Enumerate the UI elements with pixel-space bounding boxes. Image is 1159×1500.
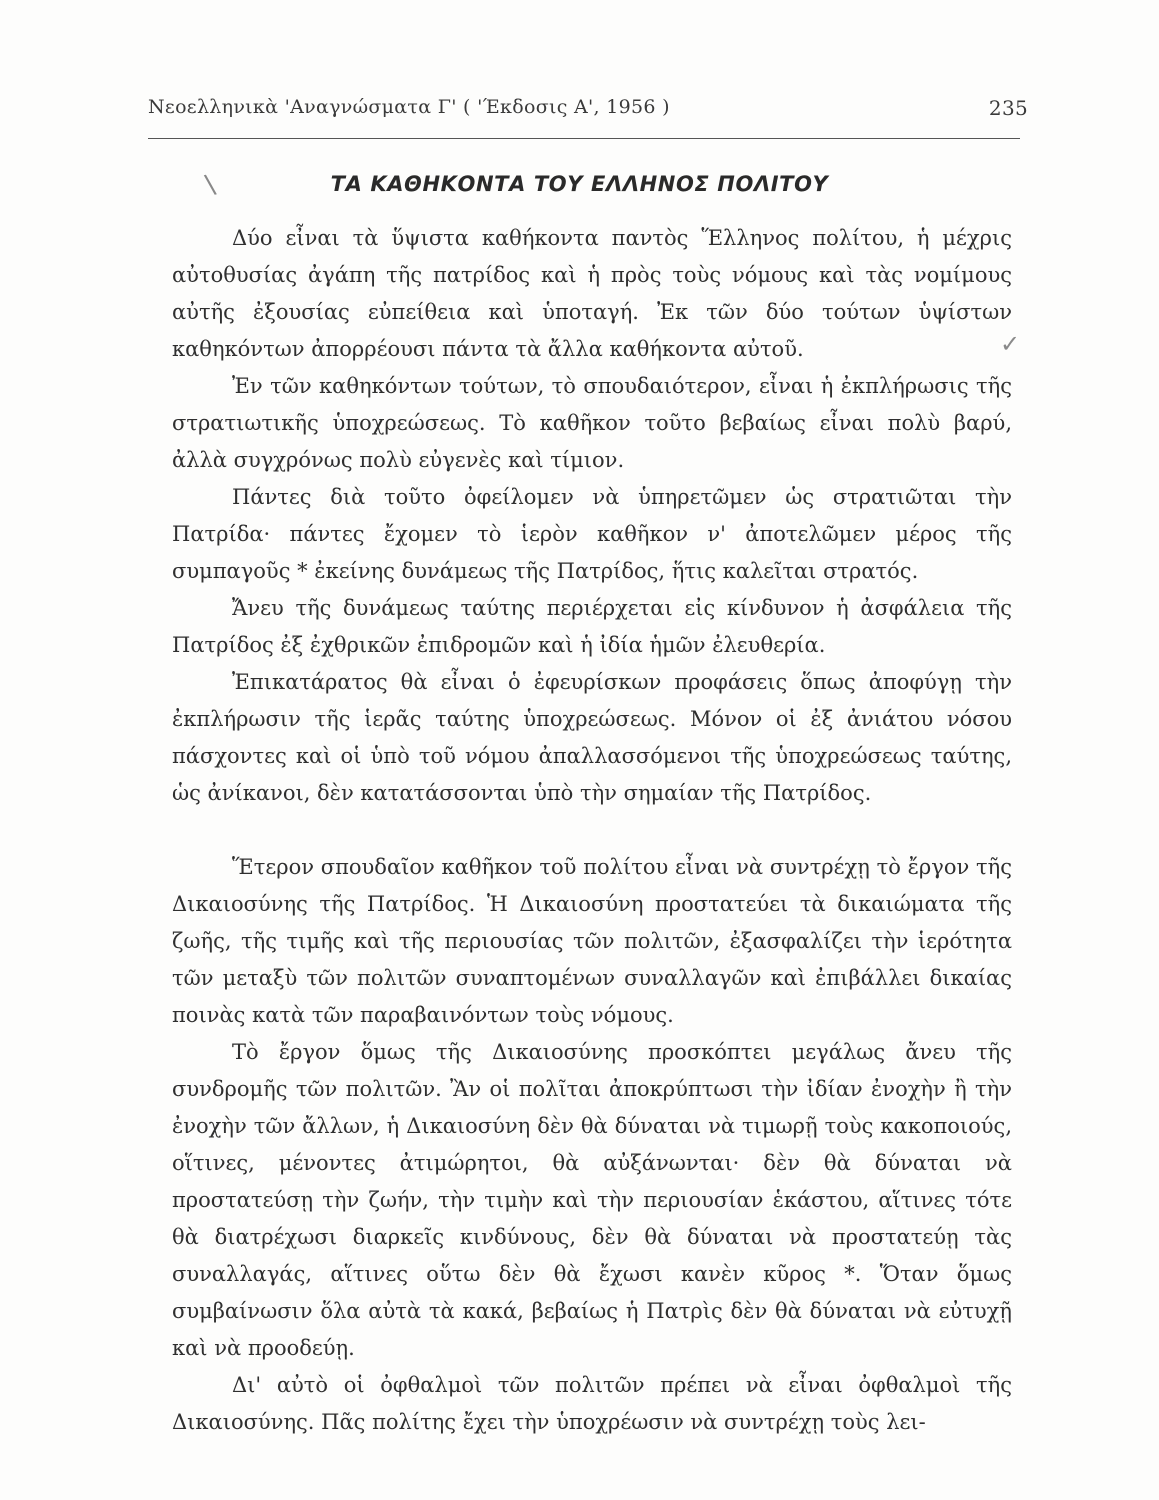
pencil-mark-icon: \ <box>202 169 218 201</box>
paragraph: Ἄνευ τῆς δυνάμεως ταύτης περιέρχεται εἰς κίνδυνον ἡ ἀσφάλεια τῆς Πατρίδος ἐξ ἐχθρικῶν ἐπιδρομῶν καὶ ἡ ἰδία ἡμῶν ἐλευθερία. <box>172 596 1012 657</box>
paragraph: Πάντες διὰ τοῦτο ὀφείλομεν νὰ ὑπηρετῶμεν ὡς στρατιῶται τὴν Πατρίδα· πάντες ἔχομεν τὸ ἱερὸν καθῆκον ν' ἀποτελῶμεν μέρος τῆς συμπαγοῦς * ἐκείνης δυνάμεως τῆς Πατρίδος, ἥτις καλεῖται στρατός. <box>172 485 1012 583</box>
running-title: Νεοελληνικὰ 'Αναγνώσματα Γ' ( 'Έκδοσις Α', 1956 ) <box>148 96 670 118</box>
paragraph: Δύο εἶναι τὰ ὕψιστα καθήκοντα παντὸς Ἕλληνος πολίτου, ἡ μέχρις αὐτοθυσίας ἀγάπη τῆς πατρίδος καὶ ἡ πρὸς τοὺς νόμους καὶ τὰς νομίμους αὐτῆς ἐξουσίας εὐπείθεια καὶ ὑποταγή. Ἐκ τῶν δύο τούτων ὑψίστων καθηκόντων ἀπορρέουσι πάντα τὰ ἄλλα καθήκοντα αὐτοῦ. <box>172 226 1012 361</box>
paragraph: Ἐπικατάρατος θὰ εἶναι ὁ ἐφευρίσκων προφάσεις ὅπως ἀποφύγῃ τὴν ἐκπλήρωσιν τῆς ἱερᾶς ταύτης ὑποχρεώσεως. Μόνον οἱ ἐξ ἀνιάτου νόσου πάσχοντες καὶ οἱ ὑπὸ τοῦ νόμου ἀπαλλασσόμενοι τῆς ὑποχρεώσεως ταύτης, ὡς ἀνίκανοι, δὲν κατατάσσονται ὑπὸ τὴν σημαίαν τῆς Πατρίδος. <box>172 670 1012 805</box>
article-body <box>172 220 1012 1441</box>
article-title: ΤΑ ΚΑΘΗΚΟΝΤΑ ΤΟΥ ΕΛΛΗΝΟΣ ΠΟΛΙΤΟΥ <box>330 172 829 196</box>
pencil-check-icon: ✓ <box>1000 330 1021 358</box>
paragraph: Ἐν τῶν καθηκόντων τούτων, τὸ σπουδαιότερον, εἶναι ἡ ἐκπλήρωσις τῆς στρατιωτικῆς ὑποχρεώσεως. Τὸ καθῆκον τοῦτο βεβαίως εἶναι πολὺ βαρύ, ἀλλὰ συγχρόνως πολὺ εὐγενὲς καὶ τίμιον. <box>172 374 1012 472</box>
header-rule <box>148 138 1020 139</box>
running-header <box>148 96 1028 136</box>
paragraph: Δι' αὐτὸ οἱ ὀφθαλμοὶ τῶν πολιτῶν πρέπει νὰ εἶναι ὀφθαλμοὶ τῆς Δικαιοσύνης. Πᾶς πολίτης ἔχει τὴν ὑποχρέωσιν νὰ συντρέχῃ τοὺς λει- <box>172 1373 1012 1434</box>
paragraph: Τὸ ἔργον ὅμως τῆς Δικαιοσύνης προσκόπτει μεγάλως ἄνευ τῆς συνδρομῆς τῶν πολιτῶν. Ἂν οἱ πολῖται ἀποκρύπτωσι τὴν ἰδίαν ἐνοχὴν ἢ τὴν ἐνοχὴν τῶν ἄλλων, ἡ Δικαιοσύνη δὲν θὰ δύναται νὰ τιμωρῇ τοὺς κακοποιούς, οἵτινες, μένοντες ἀτιμώρητοι, θὰ αὐξάνωνται· δὲν θὰ δύναται νὰ προστατεύσῃ τὴν ζωήν, τὴν τιμὴν καὶ τὴν περιουσίαν ἑκάστου, αἵτινες τότε θὰ διατρέχωσι διαρκεῖς κινδύνους, δὲν θὰ δύναται νὰ προστατεύῃ τὰς συναλλαγάς, αἵτινες οὕτω δὲν θὰ ἔχωσι κανὲν κῦρος *. Ὅταν ὅμως συμβαίνωσιν ὅλα αὐτὰ τὰ κακά, βεβαίως ἡ Πατρὶς δὲν θὰ δύναται νὰ εὐτυχῇ καὶ νὰ προοδεύῃ. <box>172 1040 1012 1360</box>
page-number: 235 <box>988 96 1028 120</box>
paragraph: Ἕτερον σπουδαῖον καθῆκον τοῦ πολίτου εἶναι νὰ συντρέχῃ τὸ ἔργον τῆς Δικαιοσύνης τῆς Πατρίδος. Ἡ Δικαιοσύνη προστατεύει τὰ δικαιώματα τῆς ζωῆς, τῆς τιμῆς καὶ τῆς περιουσίας τῶν πολιτῶν, ἐξασφαλίζει τὴν ἱερότητα τῶν μεταξὺ τῶν πολιτῶν συναπτομένων συναλλαγῶν καὶ ἐπιβάλλει δικαίας ποινὰς κατὰ τῶν παραβαινόντων τοὺς νόμους. <box>172 855 1012 1027</box>
